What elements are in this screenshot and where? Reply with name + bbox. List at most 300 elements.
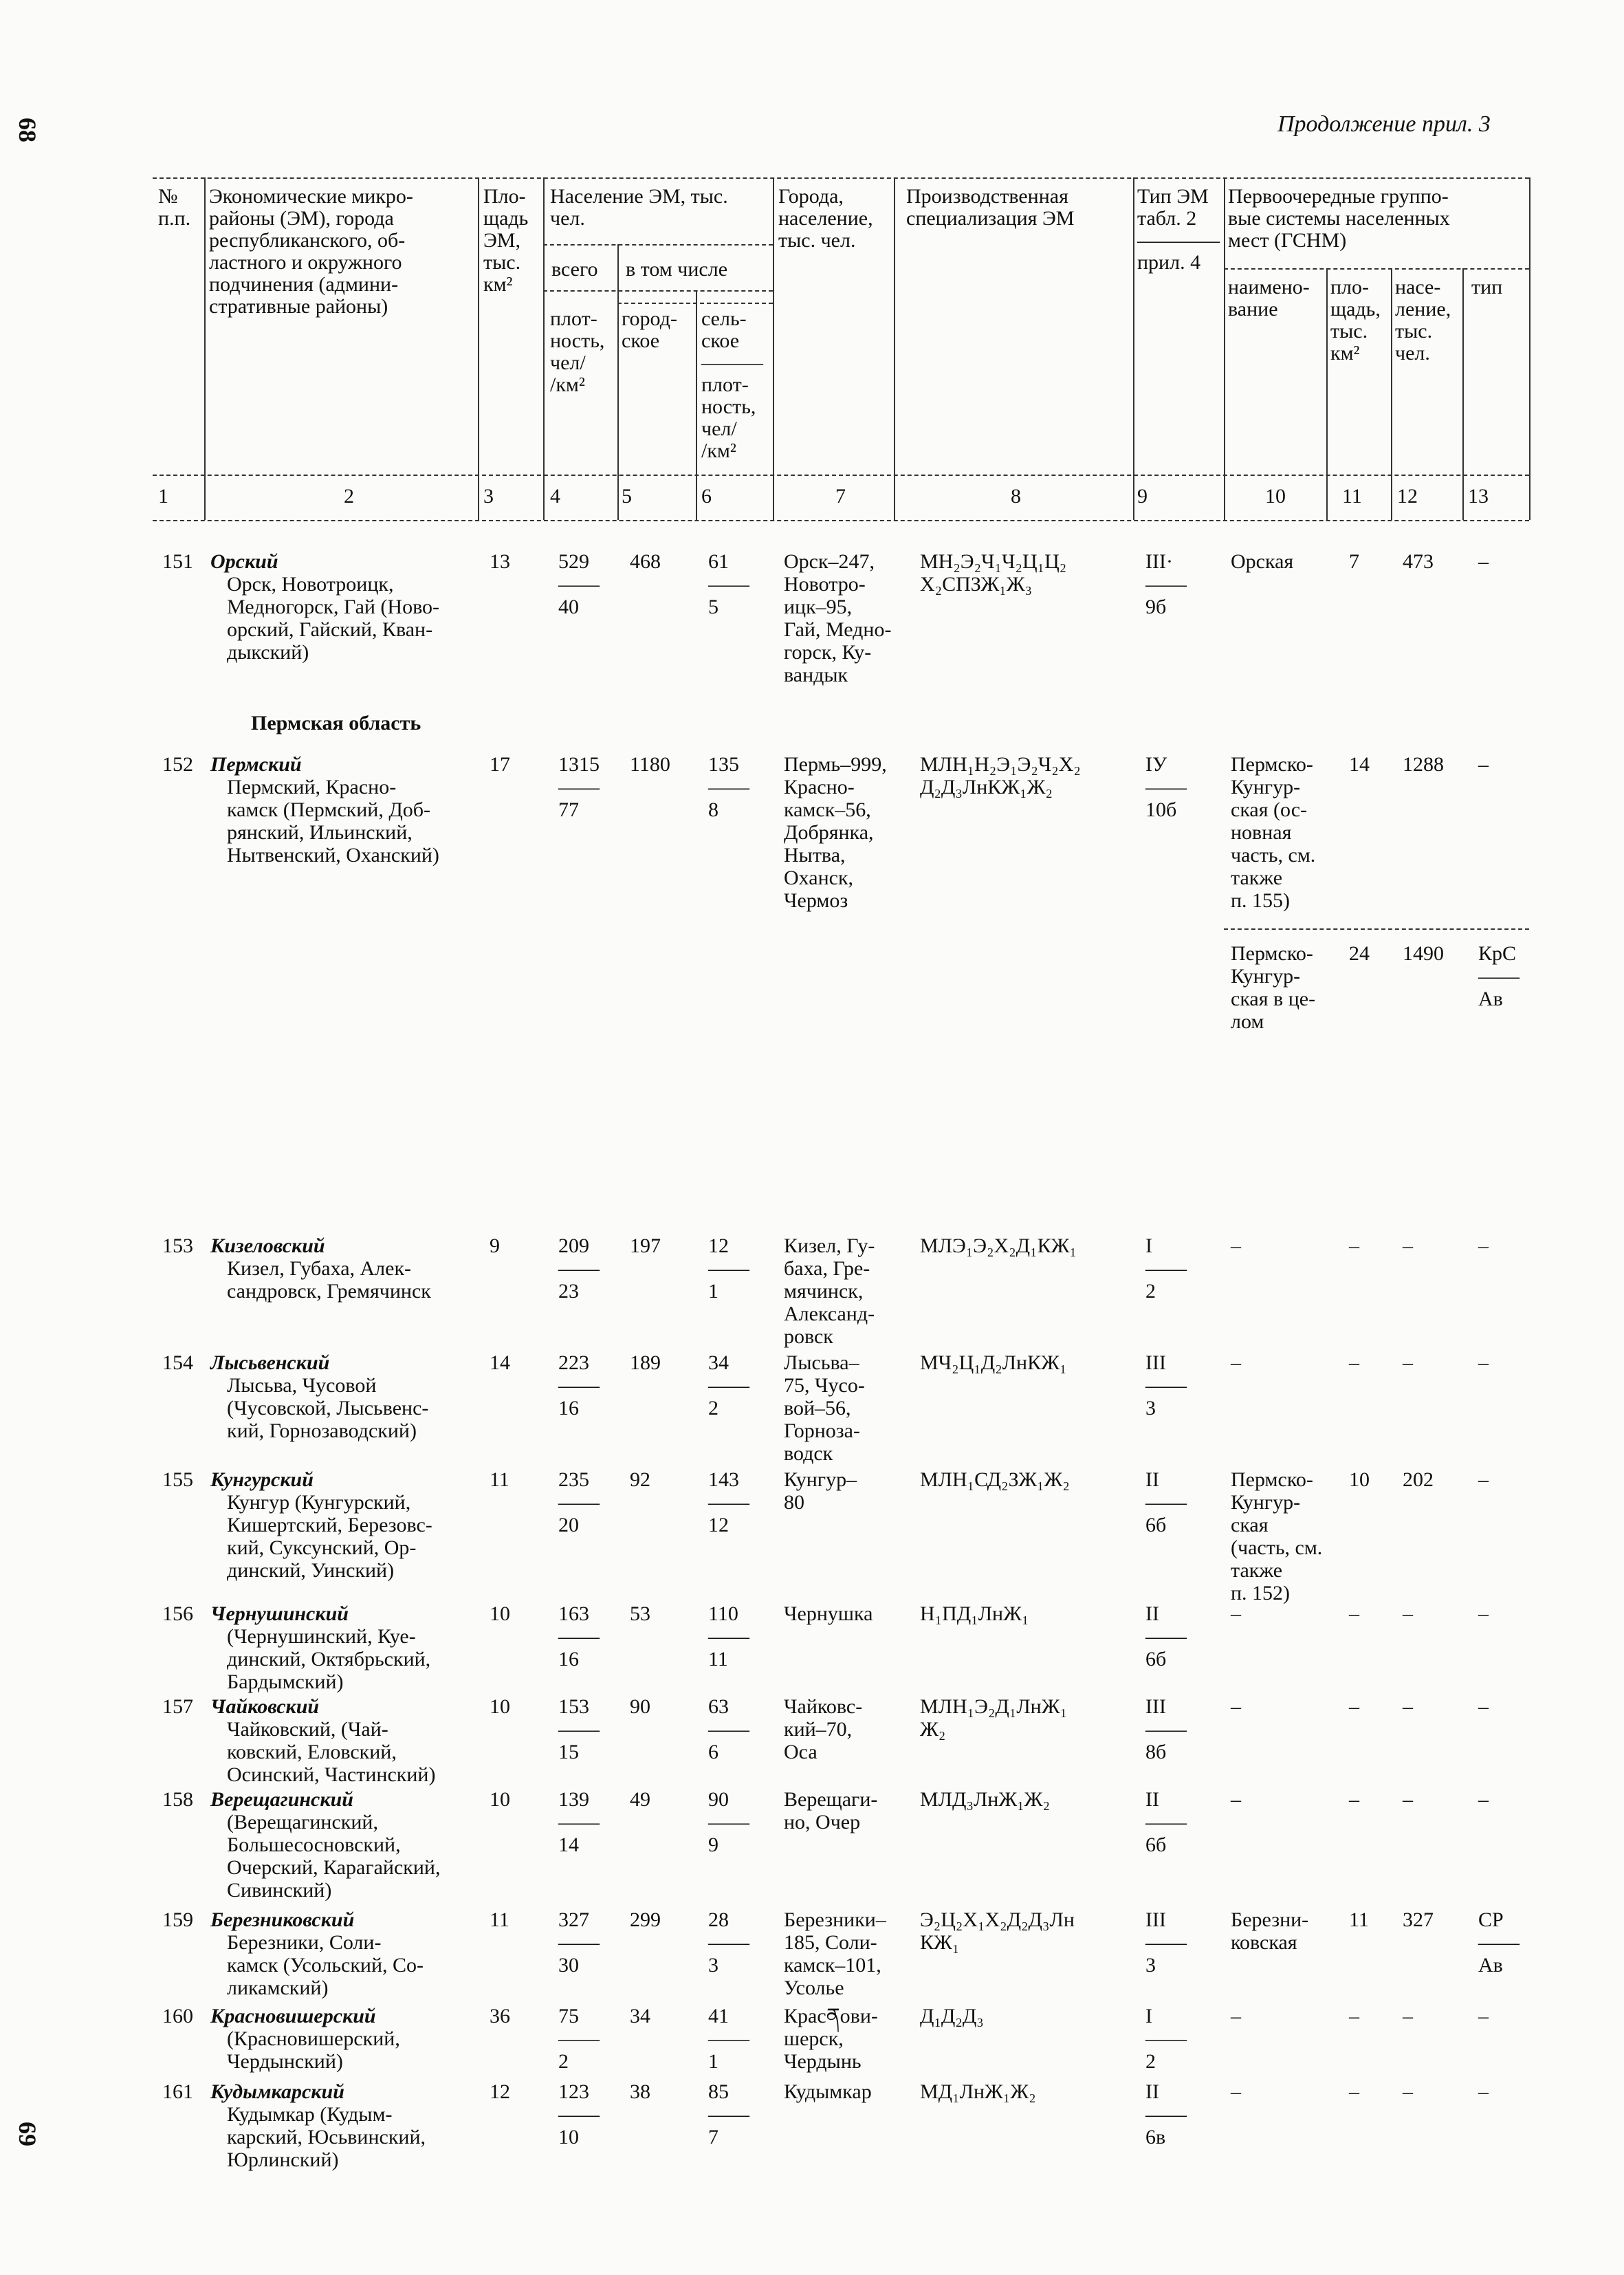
district-name: Кизеловский: [210, 1234, 325, 1257]
col-cities-header-line: население,: [778, 207, 873, 230]
rural-population: 143: [708, 1468, 739, 1491]
in-that-number-header: в том числе: [626, 258, 728, 281]
rural-population: 28: [708, 1908, 729, 1931]
population-total: 1315: [558, 753, 600, 776]
cities-list: [784, 1788, 877, 1833]
population-density: 14: [558, 1833, 579, 1856]
gsnm-name-line: лом: [1231, 1010, 1264, 1033]
em-type: I: [1145, 2005, 1152, 2027]
city-line: Березники–: [784, 1908, 886, 1931]
col-district-header-line: республиканского, об-: [209, 229, 406, 252]
gsnm-population: 1288: [1403, 753, 1444, 776]
district-description-line: Чердынский): [227, 2050, 343, 2073]
rural-density: 3: [708, 1954, 718, 1977]
gsnm-name: [1231, 2080, 1241, 2103]
city-line: мячинск,: [784, 1280, 864, 1303]
gsnm-name-line: –: [1231, 2080, 1241, 2103]
gsnm-name-line: Пермско-: [1231, 1468, 1313, 1491]
city-line: баха, Гре-: [784, 1257, 870, 1280]
specialization-code: [920, 550, 1066, 596]
specialization-code: [920, 1468, 1070, 1491]
urban-population: 197: [630, 1234, 661, 1257]
population-total: 235: [558, 1468, 589, 1491]
fraction-bar: ——: [558, 1931, 600, 1954]
city-line: Лысьва–: [784, 1351, 859, 1374]
city-line: Верещаги-: [784, 1788, 878, 1811]
population-total: 327: [558, 1908, 589, 1931]
gsnm-area: –: [1349, 2080, 1359, 2103]
col-type-header: [1137, 186, 1220, 274]
fraction-bar: ——: [1478, 965, 1519, 988]
col-type-header-line: прил. 4: [1137, 251, 1201, 274]
col-area-header-line: км²: [483, 273, 513, 296]
area-value: 9: [490, 1234, 500, 1257]
col-type-header-line: ————: [1137, 229, 1220, 252]
column-divider: [204, 177, 206, 520]
col-number-header-line: №: [158, 185, 178, 208]
city-line: Чердынь: [784, 2050, 862, 2073]
gsnm-population: –: [1403, 1351, 1413, 1374]
district-description: [227, 1374, 428, 1442]
population-total: 529: [558, 550, 589, 573]
gsnm-type: –: [1478, 550, 1489, 573]
gsnm-type: –: [1478, 1788, 1489, 1811]
col-district-header-line: ластного и окружного: [209, 251, 402, 274]
row-number: 158: [162, 1788, 193, 1811]
col-district-header-line: районы (ЭМ), города: [209, 207, 394, 230]
gsnm-name: [1231, 1908, 1308, 1954]
area-value: 13: [490, 550, 510, 573]
col-gsnm-pop-header-line: насе-: [1395, 276, 1441, 298]
column-number: 2: [344, 485, 354, 508]
district-description: [227, 1811, 441, 1902]
population-density: 16: [558, 1648, 579, 1670]
district-description-line: Кунгур (Кунгурский,: [227, 1491, 411, 1514]
col-type-header-line: табл. 2: [1137, 207, 1197, 230]
fraction-bar: ——: [1145, 2103, 1187, 2126]
district-description: [227, 2103, 426, 2171]
col-density-header-line: плот-: [550, 307, 597, 330]
gsnm-type-secondary: Ав: [1478, 988, 1503, 1010]
rule-line: [153, 520, 1529, 521]
col-rural-header-line: ———: [701, 351, 763, 374]
gsnm-name: [1231, 1788, 1241, 1811]
rule-line: [543, 244, 773, 246]
city-line: камск–56,: [784, 798, 871, 821]
district-name: Лысьвенский: [210, 1351, 330, 1374]
city-line: Новотро-: [784, 573, 866, 596]
em-table-ref: 8б: [1145, 1741, 1167, 1763]
column-divider: [1326, 268, 1328, 520]
fraction-bar: ——: [708, 776, 749, 798]
rural-population: 85: [708, 2080, 729, 2103]
specialization-code: [920, 753, 1081, 798]
fraction-bar: ——: [708, 573, 749, 596]
col-density-header: [550, 308, 604, 396]
city-line: камск–101,: [784, 1954, 881, 1977]
city-line: вандык: [784, 664, 848, 686]
col-rural-header-line: плот-: [701, 373, 749, 396]
row-number: 151: [162, 550, 193, 573]
row-number: 156: [162, 1602, 193, 1625]
specialization-code: [920, 2080, 1036, 2103]
city-line: Добрянка,: [784, 821, 874, 844]
em-table-ref: 6б: [1145, 1648, 1167, 1670]
fraction-bar: ——: [558, 1718, 600, 1741]
city-line: Чермоз: [784, 889, 848, 912]
column-divider: [1529, 177, 1530, 520]
gsnm-area: –: [1349, 1234, 1359, 1257]
column-number: 9: [1137, 485, 1148, 508]
specialization-line: Д₁Д₂Д₃: [920, 2005, 984, 2027]
area-value: 17: [490, 753, 510, 776]
gsnm-area: –: [1349, 1695, 1359, 1718]
city-line: Горноза-: [784, 1419, 860, 1442]
district-name: Чайковский: [210, 1695, 320, 1718]
row-number: 153: [162, 1234, 193, 1257]
col-urban-header: [622, 308, 677, 352]
column-number: 7: [835, 485, 846, 508]
rural-density: 7: [708, 2126, 718, 2148]
district-description: [227, 776, 439, 867]
district-name: Красновишерский: [210, 2005, 376, 2027]
district-description-line: динский, Октябрьский,: [227, 1648, 431, 1670]
gsnm-area: –: [1349, 1788, 1359, 1811]
urban-population: 90: [630, 1695, 650, 1718]
area-value: 11: [490, 1468, 509, 1491]
row-number: 157: [162, 1695, 193, 1718]
district-description: [227, 1931, 424, 1999]
col-density-header-line: /км²: [550, 373, 585, 396]
population-density: 20: [558, 1514, 579, 1536]
gsnm-name-line: ская: [1231, 1514, 1269, 1536]
col-gsnm-area-header-line: км²: [1330, 342, 1360, 364]
gsnm-type: –: [1478, 1234, 1489, 1257]
rural-population: 34: [708, 1351, 729, 1374]
gsnm-name-line: п. 152): [1231, 1582, 1291, 1604]
gsnm-group-header-line: мест (ГСНМ): [1228, 229, 1347, 252]
population-density: 2: [558, 2050, 569, 2073]
col-specialization-header-line: специализация ЭМ: [906, 207, 1075, 230]
specialization-line: МЛЭ₁Э₂Х₂Д₁КЖ₁: [920, 1234, 1077, 1257]
area-value: 12: [490, 2080, 510, 2103]
city-line: Пермь–999,: [784, 753, 887, 776]
district-description: [227, 1718, 435, 1786]
fraction-bar: ——: [558, 2027, 600, 2050]
urban-population: 53: [630, 1602, 650, 1625]
fraction-bar: ——: [1145, 776, 1187, 798]
district-description-line: (Красновишерский,: [227, 2027, 400, 2050]
district-name: Пермский: [210, 753, 302, 776]
column-number: 6: [701, 485, 712, 508]
rural-population: 110: [708, 1602, 738, 1625]
col-gsnm-area-header-line: тыс.: [1330, 320, 1368, 342]
urban-population: 34: [630, 2005, 650, 2027]
rural-density: 1: [708, 1280, 718, 1303]
col-rural-header-line: ность,: [701, 395, 756, 418]
col-gsnm-name-header-line: вание: [1228, 298, 1278, 320]
gsnm-type: –: [1478, 2005, 1489, 2027]
col-total-header: всего: [551, 258, 598, 281]
specialization-code: [920, 2005, 984, 2027]
gsnm-population: –: [1403, 2005, 1413, 2027]
bottom-page-number: 69: [14, 2122, 41, 2146]
col-specialization-header: [906, 186, 1074, 230]
column-divider: [773, 177, 774, 520]
rural-population: 61: [708, 550, 729, 573]
em-table-ref: 10б: [1145, 798, 1177, 821]
gsnm-name-line: ская в це-: [1231, 988, 1316, 1010]
specialization-line: МЛН₁Н₂Э₁Э₂Ч₂Х₂: [920, 753, 1081, 776]
column-divider: [1224, 177, 1225, 520]
gsnm-name-line: ковская: [1231, 1931, 1297, 1954]
fraction-bar: ——: [708, 1625, 749, 1648]
city-line: Чернушка: [784, 1602, 873, 1625]
district-description-line: Бардымский): [227, 1670, 344, 1693]
population-total: 139: [558, 1788, 589, 1811]
district-description-line: Пермский, Красно-: [227, 776, 397, 798]
column-number: 4: [550, 485, 560, 508]
specialization-line: КЖ₁: [920, 1931, 960, 1954]
rural-density: 8: [708, 798, 718, 821]
rural-population: 63: [708, 1695, 729, 1718]
col-rural-header: [701, 308, 763, 462]
gsnm-name-line: новная: [1231, 821, 1292, 844]
specialization-line: МЛН₁СД₂ЗЖ₁Ж₂: [920, 1468, 1070, 1491]
rural-population: 12: [708, 1234, 729, 1257]
population-group-header: [550, 186, 728, 230]
specialization-line: Ж₂: [920, 1718, 946, 1741]
gsnm-area: –: [1349, 1602, 1359, 1625]
fraction-bar: ——: [558, 1625, 600, 1648]
cities-list: [784, 1602, 873, 1625]
rule-line: [153, 475, 1529, 476]
gsnm-name-line: Орская: [1231, 550, 1294, 573]
specialization-code: [920, 1788, 1050, 1811]
district-description-line: Осинский, Частинский): [227, 1763, 436, 1786]
district-description: [227, 1491, 432, 1582]
cities-list: [784, 2080, 872, 2103]
column-number: 1: [158, 485, 168, 508]
rule-line: [1224, 928, 1529, 930]
city-line: горск, Ку-: [784, 641, 872, 664]
district-description-line: камск (Пермский, Доб-: [227, 798, 431, 821]
column-divider: [696, 290, 697, 520]
district-description-line: Березники, Соли-: [227, 1931, 382, 1954]
gsnm-area: 14: [1349, 753, 1370, 776]
fraction-bar: ——: [558, 2103, 600, 2126]
gsnm-type: СР: [1478, 1908, 1504, 1931]
col-density-header-line: чел/: [550, 351, 586, 374]
col-gsnm-pop-header-line: ление,: [1395, 298, 1451, 320]
gsnm-name-line: часть, см.: [1231, 844, 1316, 867]
gsnm-name: [1231, 2005, 1241, 2027]
gsnm-type-secondary: Ав: [1478, 1954, 1503, 1977]
col-cities-header-line: тыс. чел.: [778, 229, 856, 252]
district-description-line: динский, Уинский): [227, 1559, 395, 1582]
city-line: Оса: [784, 1741, 818, 1763]
column-number: 5: [622, 485, 632, 508]
row-number: 160: [162, 2005, 193, 2027]
em-table-ref: 2: [1145, 1280, 1156, 1303]
specialization-line: МД₁ЛнЖ₁Ж₂: [920, 2080, 1036, 2103]
top-page-number: 68: [14, 118, 41, 142]
city-line: Красно-: [784, 776, 855, 798]
col-cities-header: [778, 186, 873, 252]
column-number: 11: [1342, 485, 1362, 508]
gsnm-population: 473: [1403, 550, 1434, 573]
district-name: Кудымкарский: [210, 2080, 344, 2103]
rural-density: 1: [708, 2050, 718, 2073]
specialization-code: [920, 1351, 1066, 1374]
gsnm-name-line: Пермско-: [1231, 753, 1313, 776]
district-description-line: (Чернушинский, Куе-: [227, 1625, 416, 1648]
col-area-header-line: тыс.: [483, 251, 521, 274]
district-description-line: Сивинский): [227, 1879, 332, 1902]
district-name: Орский: [210, 550, 278, 573]
gsnm-area: 10: [1349, 1468, 1370, 1491]
column-number: 12: [1397, 485, 1418, 508]
em-type: II: [1145, 2080, 1159, 2103]
gsnm-name: [1231, 1468, 1322, 1604]
district-description-line: дыкский): [227, 641, 309, 664]
gsnm-name-line: п. 155): [1231, 889, 1291, 912]
district-name: Кунгурский: [210, 1468, 314, 1491]
fraction-bar: ——: [1145, 573, 1187, 596]
fraction-bar: ——: [1145, 1491, 1187, 1514]
fraction-bar: ——: [1145, 1718, 1187, 1741]
urban-population: 38: [630, 2080, 650, 2103]
fraction-bar: ——: [1478, 1931, 1519, 1954]
gsnm-group-header: [1228, 186, 1450, 252]
population-group-header-line: чел.: [550, 207, 585, 230]
rural-density: 12: [708, 1514, 729, 1536]
population-density: 23: [558, 1280, 579, 1303]
urban-population: 189: [630, 1351, 661, 1374]
gsnm-area: –: [1349, 1351, 1359, 1374]
specialization-line: МН₂Э₂Ч₁Ч₂Ц₁Ц₂: [920, 550, 1067, 573]
fraction-bar: ——: [558, 573, 600, 596]
gsnm-name: [1231, 1602, 1241, 1625]
area-value: 14: [490, 1351, 510, 1374]
col-cities-header-line: Города,: [778, 185, 844, 208]
gsnm-type: –: [1478, 1695, 1489, 1718]
em-table-ref: 6б: [1145, 1514, 1167, 1536]
col-gsnm-area-header-line: пло-: [1330, 276, 1370, 298]
em-type: II: [1145, 1602, 1159, 1625]
cities-list: [784, 753, 887, 912]
rural-density: 6: [708, 1741, 718, 1763]
fraction-bar: ——: [708, 2103, 749, 2126]
district-description-line: сандровск, Гремячинск: [227, 1280, 431, 1303]
region-heading: Пермская область: [251, 712, 421, 734]
gsnm-population: –: [1403, 1788, 1413, 1811]
city-line: 80: [784, 1491, 804, 1514]
cities-list: [784, 1468, 857, 1514]
district-description: [227, 1625, 430, 1693]
specialization-line: Х₂СПЗЖ₁Ж₃: [920, 573, 1033, 596]
em-type: III·: [1145, 550, 1173, 573]
fraction-bar: ——: [708, 2027, 749, 2050]
district-description-line: (Верещагинский,: [227, 1811, 378, 1833]
population-density: 10: [558, 2126, 579, 2148]
district-description-line: кий, Горнозаводский): [227, 1419, 417, 1442]
col-area-header-line: щадь: [483, 207, 529, 230]
col-rural-header-line: ское: [701, 329, 740, 352]
district-description-line: Медногорск, Гай (Ново-: [227, 596, 440, 618]
specialization-line: Н₁ПД₁ЛнЖ₁: [920, 1602, 1029, 1625]
cities-list: [784, 1908, 886, 1999]
cities-list: [784, 2005, 878, 2073]
urban-population: 468: [630, 550, 661, 573]
district-description-line: Лысьва, Чусовой: [227, 1374, 377, 1397]
city-line: вой–56,: [784, 1397, 851, 1419]
city-line: Кудымкар: [784, 2080, 872, 2103]
specialization-code: [920, 1602, 1029, 1625]
gsnm-name: [1231, 942, 1315, 1033]
city-line: водск: [784, 1442, 833, 1465]
col-area-header-line: Пло-: [483, 185, 526, 208]
fraction-bar: ——: [558, 1257, 600, 1280]
gsnm-population: –: [1403, 1695, 1413, 1718]
gsnm-population: 1490: [1403, 942, 1444, 965]
city-line: 185, Соли-: [784, 1931, 877, 1954]
col-gsnm-name-header: [1228, 276, 1310, 320]
gsnm-name-line: Кунгур-: [1231, 1491, 1301, 1514]
column-divider: [478, 177, 479, 520]
district-description-line: Кизел, Губаха, Алек-: [227, 1257, 412, 1280]
em-table-ref: 3: [1145, 1397, 1156, 1419]
district-description-line: ликамский): [227, 1977, 329, 1999]
col-rural-header-line: сель-: [701, 307, 747, 330]
specialization-line: МЛН₁Э₂Д₁ЛнЖ₁: [920, 1695, 1068, 1718]
col-type-header-line: Тип ЭМ: [1137, 185, 1209, 208]
em-type: III: [1145, 1908, 1166, 1931]
gsnm-name-line: –: [1231, 1234, 1241, 1257]
district-description-line: карский, Юсьвинский,: [227, 2126, 426, 2148]
col-district-header: [209, 186, 413, 318]
gsnm-name: [1231, 753, 1315, 912]
city-line: кий–70,: [784, 1718, 853, 1741]
fraction-bar: ——: [708, 1491, 749, 1514]
em-table-ref: 3: [1145, 1954, 1156, 1977]
fraction-bar: ——: [1145, 2027, 1187, 2050]
column-number: 10: [1265, 485, 1286, 508]
gsnm-population: 327: [1403, 1908, 1434, 1931]
col-number-header: [158, 186, 190, 230]
rule-line: [617, 303, 773, 304]
running-title: Продолжение прил. 3: [1277, 111, 1491, 137]
city-line: ицк–95,: [784, 596, 853, 618]
population-total: 75: [558, 2005, 579, 2027]
urban-population: 1180: [630, 753, 670, 776]
em-table-ref: 6б: [1145, 1833, 1167, 1856]
fraction-bar: ——: [558, 776, 600, 798]
column-number: 8: [1011, 485, 1021, 508]
gsnm-name: [1231, 1234, 1241, 1257]
population-density: 40: [558, 596, 579, 618]
population-density: 77: [558, 798, 579, 821]
column-divider: [894, 177, 895, 520]
gsnm-population: –: [1403, 1602, 1413, 1625]
gsnm-name-line: –: [1231, 1695, 1241, 1718]
district-name: Чернушинский: [210, 1602, 349, 1625]
fraction-bar: ——: [708, 1257, 749, 1280]
gsnm-population: –: [1403, 2080, 1413, 2103]
population-total: 209: [558, 1234, 589, 1257]
col-district-header-line: Экономические микро-: [209, 185, 413, 208]
district-description-line: Юрлинский): [227, 2148, 339, 2171]
